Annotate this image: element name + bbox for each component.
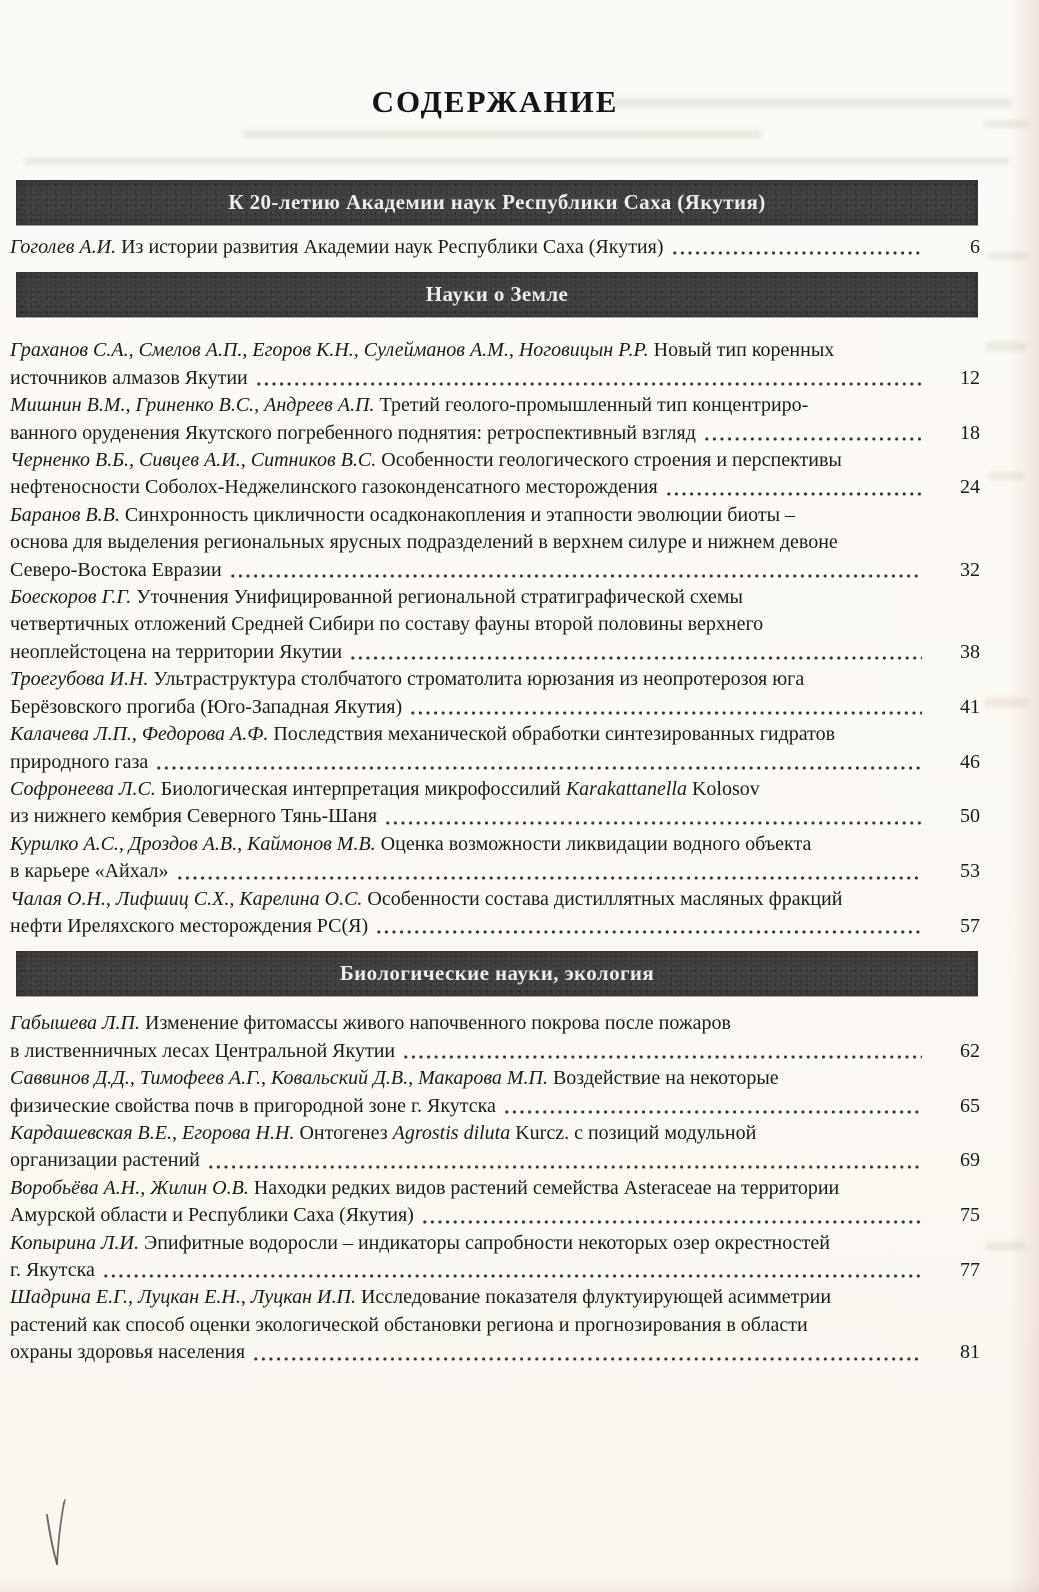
dot-leader bbox=[503, 1093, 922, 1120]
dot-leader bbox=[102, 1257, 922, 1284]
dot-leader bbox=[176, 858, 922, 885]
page-number: 50 bbox=[960, 805, 980, 828]
entry-line bbox=[10, 666, 980, 693]
entry-text: физические свойства почв в пригородной зоне г. Якутска bbox=[10, 1094, 496, 1117]
bleed-through-artifact bbox=[24, 157, 1010, 165]
toc-entry bbox=[10, 666, 980, 721]
toc-entry bbox=[10, 1230, 980, 1285]
entry-text: Габышева Л.П. Изменение фитомассы живого напочвенного покрова после пожаров bbox=[10, 1012, 731, 1035]
toc-entry bbox=[10, 776, 980, 831]
page-number: 38 bbox=[960, 640, 980, 663]
entry-line bbox=[10, 1065, 980, 1092]
entry-text: Калачева Л.П., Федорова А.Ф. Последствия механической обработки синтезированных гидратов bbox=[10, 723, 836, 746]
entry-line bbox=[10, 420, 980, 447]
toc-entry bbox=[10, 584, 980, 666]
page-number: 81 bbox=[960, 1341, 980, 1364]
toc-entry bbox=[10, 1175, 980, 1230]
entry-line bbox=[10, 1202, 980, 1229]
entry-text: источников алмазов Якутии bbox=[10, 366, 248, 389]
entry-text: Граханов С.А., Смелов А.П., Егоров К.Н., Сулейманов А.М., Ноговицын Р.Р. Новый тип коренных bbox=[10, 339, 835, 362]
toc-entry bbox=[10, 392, 980, 447]
toc-entry bbox=[10, 1065, 980, 1120]
dot-leader bbox=[409, 694, 922, 721]
entry-line bbox=[10, 913, 980, 940]
entry-line bbox=[10, 584, 980, 611]
page-number: 53 bbox=[960, 860, 980, 883]
page-number: 75 bbox=[960, 1204, 980, 1227]
dot-leader bbox=[421, 1202, 922, 1229]
entry-text: в карьере «Айхал» bbox=[10, 860, 169, 883]
entry-text: Берёзовского прогиба (Юго-Западная Якутия) bbox=[10, 695, 403, 718]
entry-text: Северо-Востока Евразии bbox=[10, 558, 222, 581]
entry-line bbox=[10, 721, 980, 748]
entry-text: природного газа bbox=[10, 750, 149, 773]
entry-line bbox=[10, 557, 980, 584]
entry-line bbox=[10, 831, 980, 858]
dot-leader bbox=[207, 1147, 922, 1174]
dot-leader bbox=[255, 365, 922, 392]
dot-leader bbox=[671, 234, 923, 261]
entry-text: Баранов В.В. Синхронность цикличности осадконакопления и этапности эволюции биоты – bbox=[10, 503, 795, 526]
entry-text: Мишнин В.М., Гриненко В.С., Андреев А.П. Третий геолого-промышленный тип концентриро- bbox=[10, 394, 809, 417]
entry-text: в лиственничных лесах Центральной Якутии bbox=[10, 1039, 396, 1062]
entry-text: организации растений bbox=[10, 1149, 200, 1172]
entry-text: охраны здоровья населения bbox=[10, 1341, 246, 1364]
entry-line bbox=[10, 639, 980, 666]
dot-leader bbox=[402, 1038, 922, 1065]
entry-line bbox=[10, 1147, 980, 1174]
entry-line bbox=[10, 529, 980, 556]
toc-entry bbox=[10, 234, 980, 261]
toc-entry bbox=[10, 1284, 980, 1366]
entry-text: Саввинов Д.Д., Тимофеев А.Г., Ковальский Д.В., Макарова М.П. Воздействие на некоторые bbox=[10, 1067, 779, 1090]
dot-leader bbox=[229, 557, 922, 584]
entry-line bbox=[10, 337, 980, 364]
entry-text: неоплейстоцена на территории Якутии bbox=[10, 640, 343, 663]
section-banner: Науки о Земле bbox=[16, 272, 978, 317]
entry-line bbox=[10, 365, 980, 392]
toc-entry bbox=[10, 886, 980, 941]
page-number: 6 bbox=[970, 236, 980, 258]
entry-text: Копырина Л.И. Эпифитные водоросли – индикаторы сапробности некоторых озер окрестностей bbox=[10, 1231, 830, 1254]
page-number: 12 bbox=[960, 366, 980, 389]
dot-leader bbox=[155, 749, 922, 776]
entry-line bbox=[10, 447, 980, 474]
entry-line bbox=[10, 1230, 980, 1257]
entry-line bbox=[10, 1257, 980, 1284]
entry-line bbox=[10, 392, 980, 419]
bleed-through-artifact bbox=[242, 130, 762, 139]
dot-leader bbox=[252, 1339, 922, 1366]
page-number: 69 bbox=[960, 1149, 980, 1172]
page-number: 77 bbox=[960, 1259, 980, 1281]
toc-entry bbox=[10, 721, 980, 776]
page-number: 32 bbox=[960, 558, 980, 581]
entry-line bbox=[10, 1120, 980, 1147]
page-edge-shadow bbox=[1009, 0, 1039, 1592]
entry-line bbox=[10, 502, 980, 529]
page-number: 18 bbox=[960, 421, 980, 444]
page-number: 57 bbox=[960, 914, 980, 937]
toc-entry bbox=[10, 337, 980, 392]
toc-entry bbox=[10, 447, 980, 502]
entry-line bbox=[10, 1010, 980, 1037]
page-number: 65 bbox=[960, 1094, 980, 1117]
entry-text: Амурской области и Республики Саха (Якутия) bbox=[10, 1204, 414, 1227]
entry-text: растений как способ оценки экологической обстановки региона и прогнозирования в области bbox=[10, 1313, 808, 1336]
page-number: 62 bbox=[960, 1039, 980, 1062]
entry-text: Гоголев А.И. Из истории развития Академии наук Республики Саха (Якутия) bbox=[10, 236, 664, 258]
entry-line bbox=[10, 858, 980, 885]
entry-text: Курилко А.С., Дроздов А.В., Каймонов М.В. Оценка возможности ликвидации водного объекта bbox=[10, 832, 812, 855]
toc-list bbox=[10, 180, 980, 1367]
entry-text: из нижнего кембрия Северного Тянь-Шаня bbox=[10, 805, 378, 828]
page-title: СОДЕРЖАНИЕ bbox=[371, 84, 619, 119]
dot-leader bbox=[375, 913, 922, 940]
entry-text: Шадрина Е.Г., Луцкан Е.Н., Луцкан И.П. Исследование показателя флуктуирующей асимметрии bbox=[10, 1286, 832, 1309]
entry-line bbox=[10, 776, 980, 803]
entry-line bbox=[10, 886, 980, 913]
dot-leader bbox=[665, 474, 922, 501]
entry-line bbox=[10, 1312, 980, 1339]
entry-text: г. Якутска bbox=[10, 1259, 95, 1281]
page-number: 41 bbox=[960, 695, 980, 718]
entry-line bbox=[10, 1093, 980, 1120]
dot-leader bbox=[384, 803, 922, 830]
entry-line bbox=[10, 694, 980, 721]
entry-text: Чалая О.Н., Лифшиц С.Х., Карелина О.С. Особенности состава дистиллятных масляных фракций bbox=[10, 887, 843, 910]
entry-text: Боескоров Г.Г. Уточнения Унифицированной региональной стратиграфической схемы bbox=[10, 586, 743, 609]
toc-entry bbox=[10, 831, 980, 886]
section-banner: К 20-летию Академии наук Республики Саха (Якутия) bbox=[16, 180, 978, 225]
entry-line bbox=[10, 1038, 980, 1065]
pen-mark bbox=[40, 1498, 76, 1576]
entry-line bbox=[10, 749, 980, 776]
entry-line bbox=[10, 611, 980, 638]
entry-text: четвертичных отложений Средней Сибири по составу фауны второй половины верхнего bbox=[10, 613, 764, 636]
toc-entry bbox=[10, 1120, 980, 1175]
entry-line bbox=[10, 474, 980, 501]
entry-text: основа для выделения региональных ярусных подразделений в верхнем силуре и нижнем девоне bbox=[10, 531, 838, 554]
entry-text: нефти Иреляхского месторождения РС(Я) bbox=[10, 914, 369, 937]
page-number: 46 bbox=[960, 750, 980, 773]
dot-leader bbox=[703, 420, 922, 447]
page-number: 24 bbox=[960, 476, 980, 499]
entry-line bbox=[10, 234, 980, 261]
entry-text: Кардашевская В.Е., Егорова Н.Н. Онтогенез Agrostis diluta Kurcz. с позиций модульной bbox=[10, 1121, 757, 1144]
section-banner: Биологические науки, экология bbox=[16, 951, 978, 996]
entry-line bbox=[10, 803, 980, 830]
toc-entry bbox=[10, 502, 980, 584]
entry-line bbox=[10, 1284, 980, 1311]
entry-text: ванного оруденения Якутского погребенного поднятия: ретроспективный взгляд bbox=[10, 421, 696, 444]
entry-text: Черненко В.Б., Сивцев А.И., Ситников В.С. Особенности геологического строения и перспективы bbox=[10, 449, 842, 472]
page-edge-shadow-bottom bbox=[0, 1578, 1039, 1592]
toc-entry bbox=[10, 1010, 980, 1065]
dot-leader bbox=[349, 639, 922, 666]
entry-line bbox=[10, 1339, 980, 1366]
entry-text: нефтеносности Соболох-Неджелинского газоконденсатного месторождения bbox=[10, 476, 658, 499]
entry-text: Воробьёва А.Н., Жилин О.В. Находки редких видов растений семейства Asteraceae на территории bbox=[10, 1176, 840, 1199]
entry-text: Софронеева Л.С. Биологическая интерпретация микрофоссилий Karakattanella Kolosov bbox=[10, 777, 760, 800]
entry-text: Троегубова И.Н. Ультраструктура столбчатого строматолита юрюзания из неопротерозоя юга bbox=[10, 668, 805, 691]
entry-line bbox=[10, 1175, 980, 1202]
